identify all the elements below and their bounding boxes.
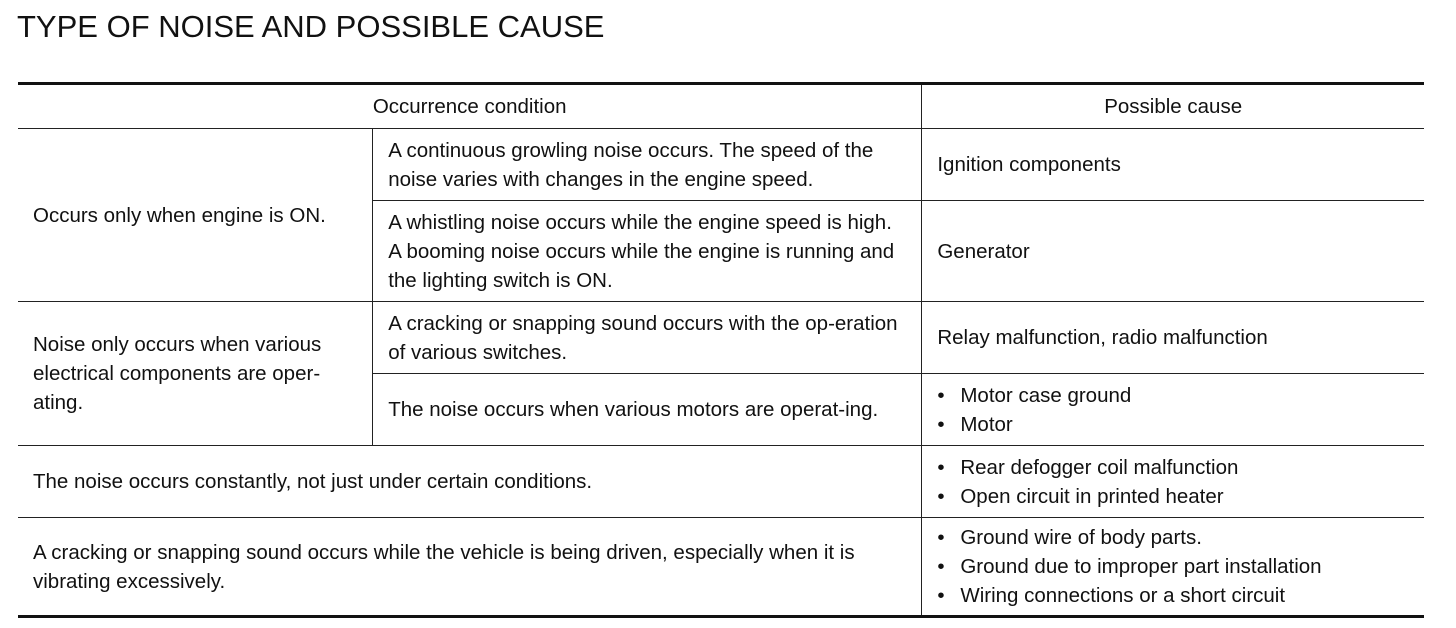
cause-cell: Relay malfunction, radio malfunction xyxy=(922,302,1424,374)
table-row xyxy=(18,302,1424,374)
header-occurrence-condition: Occurrence condition xyxy=(18,84,922,129)
cause-text: Open circuit in printed heater xyxy=(960,484,1224,508)
cause-text: Ground due to improper part installation xyxy=(960,555,1322,578)
cause-text: Ground wire of body parts. xyxy=(960,526,1202,549)
noise-cause-table xyxy=(18,82,1424,618)
page-title: TYPE OF NOISE AND POSSIBLE CAUSE xyxy=(17,9,605,44)
condition-cell: The noise occurs constantly, not just under certain conditions. xyxy=(18,446,922,518)
cause-list xyxy=(937,523,1409,610)
cause-cell xyxy=(922,518,1424,617)
description-cell: A whistling noise occurs while the engine speed is high. A booming noise occurs while the engine is running and the lighting switch is ON. xyxy=(373,201,922,302)
cause-cell xyxy=(922,446,1424,518)
header-possible-cause: Possible cause xyxy=(922,84,1424,129)
cause-text: Wiring connections or a short circuit xyxy=(960,584,1286,607)
bullet-icon: • xyxy=(937,383,945,407)
cause-text: Motor xyxy=(960,412,1013,436)
cause-list-item xyxy=(937,410,1409,439)
cause-list xyxy=(937,453,1409,511)
bullet-icon: • xyxy=(937,455,945,479)
cause-text: Motor case ground xyxy=(960,383,1132,407)
condition-cell: A cracking or snapping sound occurs while the vehicle is being driven, especially when it is vibrating excessively. xyxy=(18,518,922,617)
bullet-icon: • xyxy=(937,412,945,436)
table-row xyxy=(18,129,1424,201)
cause-list-item xyxy=(937,453,1409,482)
cause-list-item xyxy=(937,381,1409,410)
cause-list xyxy=(937,381,1409,439)
cause-text: Rear defogger coil malfunction xyxy=(960,455,1239,479)
cause-list-item xyxy=(937,523,1409,552)
table-row xyxy=(18,446,1424,518)
cause-cell xyxy=(922,374,1424,446)
bullet-icon: • xyxy=(937,555,945,578)
cause-list-item xyxy=(937,581,1409,610)
table-row xyxy=(18,518,1424,617)
bullet-icon: • xyxy=(937,584,945,607)
condition-cell: Occurs only when engine is ON. xyxy=(18,129,373,302)
table-header-row xyxy=(18,84,1424,129)
condition-cell: Noise only occurs when various electrical components are oper-ating. xyxy=(18,302,373,446)
description-cell: A continuous growling noise occurs. The speed of the noise varies with changes in the engine speed. xyxy=(373,129,922,201)
cause-cell: Ignition components xyxy=(922,129,1424,201)
cause-list-item xyxy=(937,482,1409,511)
cause-list-item xyxy=(937,552,1409,581)
bullet-icon: • xyxy=(937,484,945,508)
description-cell: The noise occurs when various motors are operat-ing. xyxy=(373,374,922,446)
cause-cell: Generator xyxy=(922,201,1424,302)
bullet-icon: • xyxy=(937,526,945,549)
description-cell: A cracking or snapping sound occurs with the op-eration of various switches. xyxy=(373,302,922,374)
